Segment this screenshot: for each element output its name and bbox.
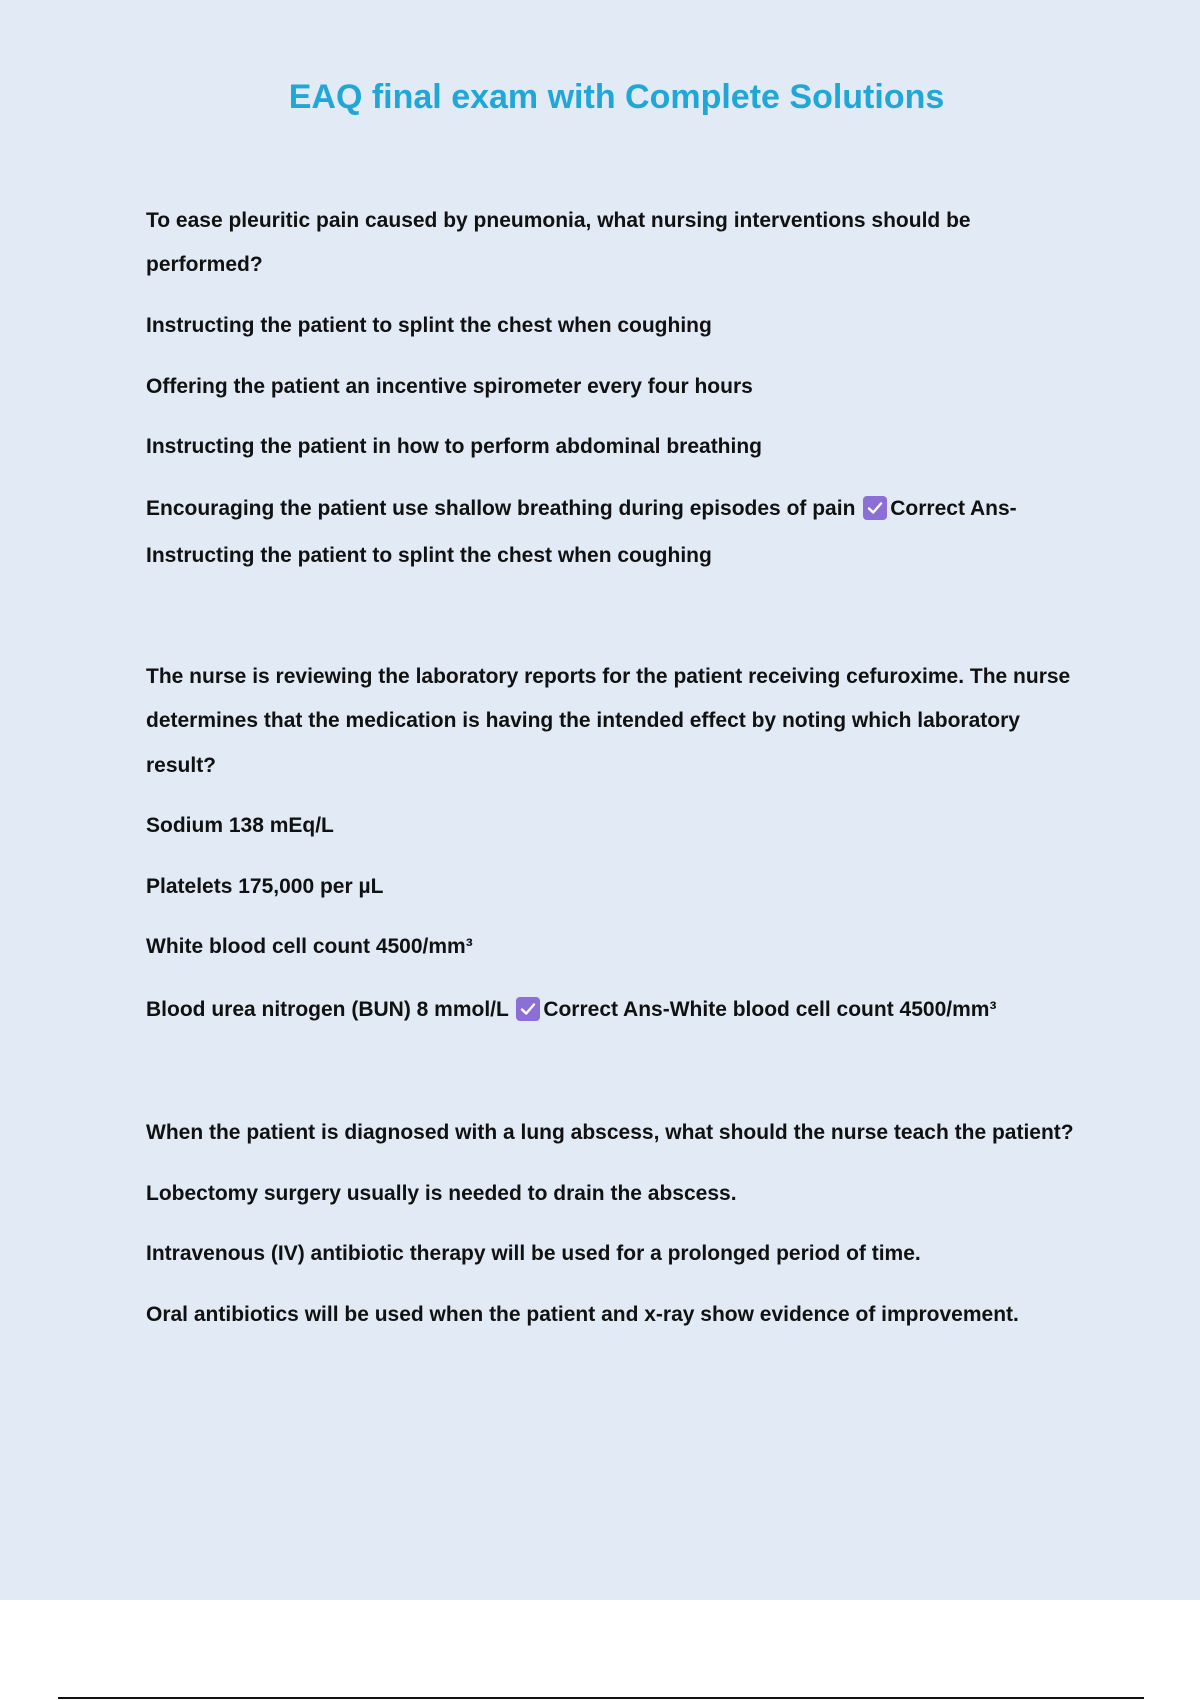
q1-option-1: Instructing the patient to splint the chest when coughing [146, 314, 712, 337]
q3-option-2: Intravenous (IV) antibiotic therapy will be used for a prolonged period of time. [146, 1242, 921, 1265]
q3-option-1: Lobectomy surgery usually is needed to drain the abscess. [146, 1182, 737, 1205]
q2-answer: Correct Ans-White blood cell count 4500/mm³ [543, 998, 997, 1021]
q3-question: When the patient is diagnosed with a lung abscess, what should the nurse teach the patient? [146, 1121, 1074, 1144]
q2-option-3: White blood cell count 4500/mm³ [146, 935, 473, 958]
footer-divider [58, 1697, 1144, 1699]
checkmark-box-icon [863, 496, 887, 520]
q1-answer-text: Instructing the patient to splint the chest when coughing [146, 544, 712, 567]
q1-answer-label: Correct Ans- [890, 497, 1017, 520]
checkmark-box-icon [516, 997, 540, 1021]
q1-option-2: Offering the patient an incentive spirometer every four hours [146, 375, 753, 398]
q1-option-4: Encouraging the patient use shallow breathing during episodes of pain [146, 497, 856, 520]
q2-option-4-with-answer [146, 997, 996, 1023]
q1-question-line-1: To ease pleuritic pain caused by pneumonia, what nursing interventions should be [146, 209, 971, 232]
q1-option-4-with-answer [146, 496, 1017, 522]
q2-option-4: Blood urea nitrogen (BUN) 8 mmol/L [146, 998, 509, 1021]
q2-option-1: Sodium 138 mEq/L [146, 814, 334, 837]
q2-question-line-3: result? [146, 754, 217, 777]
document-title: EAQ final exam with Complete Solutions [288, 78, 945, 116]
q1-option-3: Instructing the patient in how to perform abdominal breathing [146, 435, 763, 458]
q2-question-line-2: determines that the medication is having the intended effect by noting which laboratory [146, 709, 1020, 732]
q3-option-3: Oral antibiotics will be used when the patient and x-ray show evidence of improvement. [146, 1303, 1019, 1326]
q2-question-line-1: The nurse is reviewing the laboratory reports for the patient receiving cefuroxime. The nurse [146, 665, 1071, 688]
q2-option-2: Platelets 175,000 per µL [146, 875, 384, 898]
q1-question-line-2: performed? [146, 253, 263, 276]
